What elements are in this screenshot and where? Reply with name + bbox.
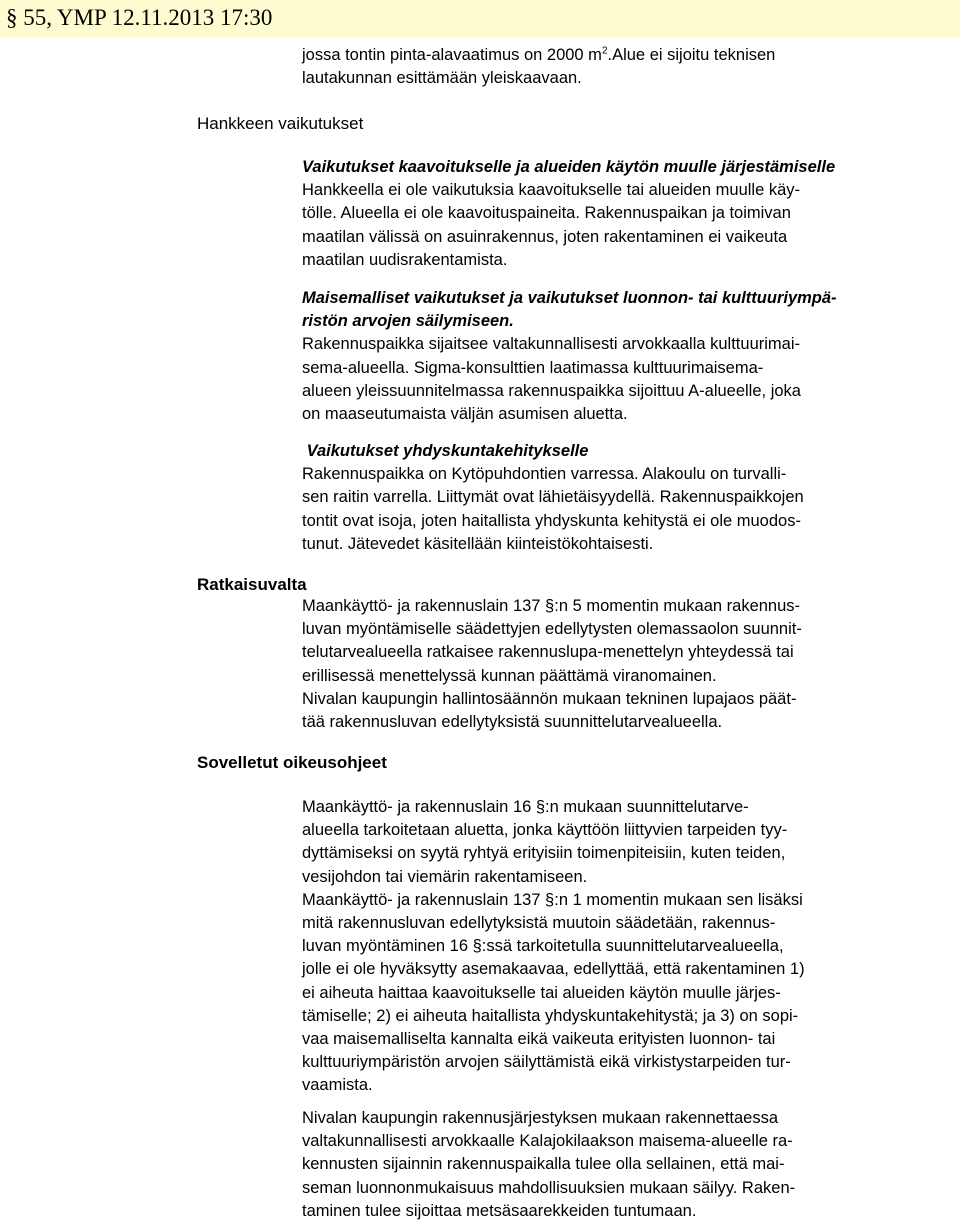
header-text: § 55, YMP 12.11.2013 17:30 — [6, 5, 273, 30]
text-line: on maaseutumaista väljän asumisen aluetta. — [302, 405, 628, 424]
intro-text: jossa tontin pinta-alavaatimus on 2000 m — [302, 46, 602, 64]
text-line: luvan myöntäminen 16 §:ssä tarkoitetulla suunnittelutarvealueella, — [302, 937, 784, 956]
text-line: jolle ei ole hyväksytty asemakaavaa, edellyttää, että rakentaminen 1) — [302, 960, 805, 979]
superscript: 2 — [601, 45, 608, 57]
kaavoitus-paragraph — [302, 156, 942, 272]
text-line: sen raitin varrella. Liittymät ovat lähietäisyydellä. Rakennuspaikkojen — [302, 488, 804, 507]
text-line: tää rakennusluvan edellytyksistä suunnittelutarvealueella. — [302, 713, 723, 732]
text-line: Rakennuspaikka on Kytöpuhdontien varressa. Alakoulu on turvalli- — [302, 465, 787, 484]
text-line: Maankäyttö- ja rakennuslain 137 §:n 1 momentin mukaan sen lisäksi — [302, 890, 803, 909]
text-line: maatilan välissä on asuinrakennus, joten rakentaminen ei vaikeuta — [302, 227, 788, 246]
text-line: tämiselle; 2) ei aiheuta haitallista yhdyskuntakehitystä; ja 3) on sopi- — [302, 1006, 799, 1025]
section-label-sovelletut: Sovelletut oikeusohjeet — [197, 753, 387, 772]
text-line: kulttuuriympäristön arvojen säilyttämistä eikä virkistystarpeiden tur- — [302, 1053, 791, 1072]
subheading: Vaikutukset kaavoitukselle ja alueiden käytön muulle järjestämiselle — [302, 158, 836, 176]
text-line: dyttämiseksi on syytä ryhtyä erityisiin toimenpiteisiin, kuten teiden, — [302, 844, 786, 863]
text-line: taminen tulee sijoittaa metsäsaarekkeiden tuntumaan. — [302, 1201, 697, 1220]
yhdyskunta-paragraph — [302, 440, 942, 556]
subheading: Vaikutukset yhdyskuntakehitykselle — [302, 442, 589, 460]
intro-line — [302, 44, 942, 67]
text-line: Hankkeella ei ole vaikutuksia kaavoitukselle tai alueiden muulle käy- — [302, 181, 801, 200]
text-line: Rakennuspaikka sijaitsee valtakunnallisesti arvokkaalla kulttuurimai- — [302, 335, 800, 354]
oikeus-paragraph-2 — [302, 1107, 942, 1223]
text-line: vaamista. — [302, 1076, 373, 1095]
header-bar — [0, 0, 960, 38]
subheading: ristön arvojen säilymiseen. — [302, 312, 514, 331]
text-line: vaa maisemalliselta kannalta eikä vaikeuta erityisten luonnon- tai — [302, 1030, 776, 1049]
section-label-ratkaisuvalta: Ratkaisuvalta — [197, 575, 307, 594]
intro-paragraph — [302, 44, 942, 90]
text-line: maatilan uudisrakentamista. — [302, 250, 508, 269]
text-line: erillisessä menettelyssä kunnan päättämä viranomainen. — [302, 666, 717, 685]
text-line: vesijohdon tai viemärin rakentamiseen. — [302, 867, 588, 886]
text-line: kennusten sijainnin rakennuspaikalla tulee olla sellainen, että mai- — [302, 1155, 785, 1174]
text-line: alueen yleissuunnitelmassa rakennuspaikka sijoittuu A-alueelle, joka — [302, 381, 801, 400]
subheading: Maisemalliset vaikutukset ja vaikutukset luonnon- tai kulttuuriympä- — [302, 289, 837, 307]
text-line: tontit ovat isoja, joten haitallista yhdyskunta kehitystä ei ole muodos- — [302, 511, 801, 530]
text-line: Maankäyttö- ja rakennuslain 16 §:n mukaan suunnittelutarve- — [302, 798, 749, 816]
text-line: alueella tarkoitetaan aluetta, jonka käyttöön liittyvien tarpeiden tyy- — [302, 821, 788, 840]
text-line: valtakunnallisesti arvokkaalle Kalajokilaakson maisema-alueelle ra- — [302, 1132, 793, 1151]
text-line: seman luonnonmukaisuus mahdollisuuksien mukaan säilyy. Raken- — [302, 1178, 796, 1197]
text-line: ei aiheuta haittaa kaavoitukselle tai alueiden käytön muulle järjes- — [302, 983, 781, 1002]
maisema-paragraph — [302, 287, 942, 426]
text-line: tunut. Jätevedet käsitellään kiinteistökohtaisesti. — [302, 534, 654, 553]
text-line: telutarvealueella ratkaisee rakennuslupa-menettelyn yhteydessä tai — [302, 643, 794, 662]
text-line: sema-alueella. Sigma-konsulttien laatimassa kulttuurimaisema- — [302, 358, 764, 377]
intro-text: .Alue ei sijoitu teknisen — [607, 46, 776, 64]
text-line: Nivalan kaupungin rakennusjärjestyksen mukaan rakennettaessa — [302, 1109, 779, 1127]
section-label-hankkeen: Hankkeen vaikutukset — [197, 114, 364, 133]
text-line: Nivalan kaupungin hallintosäännön mukaan tekninen lupajaos päät- — [302, 689, 797, 708]
text-line: luvan myöntämiselle säädettyjen edellytysten olemassaolon suunnit- — [302, 620, 802, 639]
text-line: Maankäyttö- ja rakennuslain 137 §:n 5 momentin mukaan rakennus- — [302, 597, 801, 615]
ratkaisu-paragraph — [302, 595, 942, 734]
text-line: tölle. Alueella ei ole kaavoituspaineita. Rakennuspaikan ja toimivan — [302, 204, 791, 223]
text-line: mitä rakennusluvan edellytyksistä muutoin säädetään, rakennus- — [302, 914, 776, 933]
oikeus-paragraph-1 — [302, 796, 942, 1098]
intro-line: lautakunnan esittämään yleiskaavaan. — [302, 69, 582, 88]
